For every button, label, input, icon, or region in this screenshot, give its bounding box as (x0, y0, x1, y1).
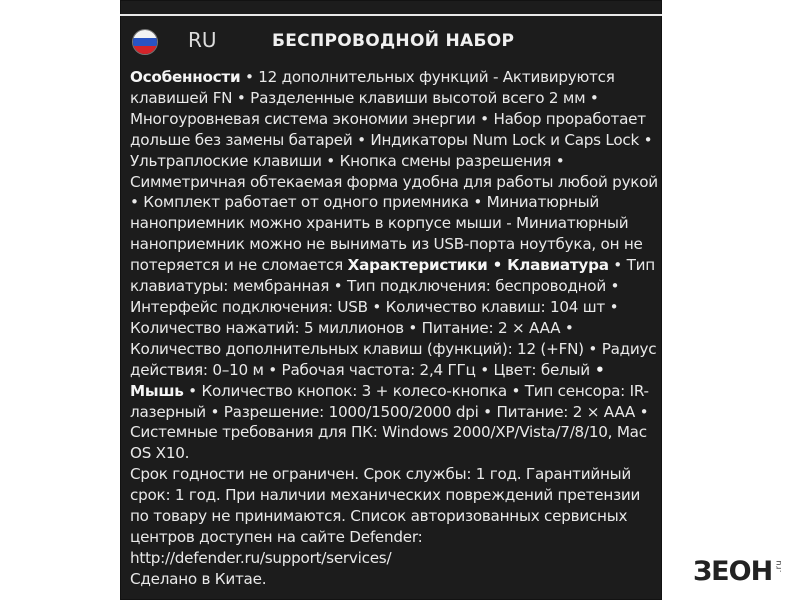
origin-text: Сделано в Китае. (130, 569, 267, 588)
specs-separator: • (487, 256, 508, 275)
header (130, 27, 650, 53)
specs-heading: Характеристики (347, 256, 488, 275)
mouse-heading: Мышь (130, 381, 184, 400)
russia-flag-icon (132, 29, 158, 55)
top-divider (120, 14, 662, 16)
mouse-separator: • (589, 360, 605, 379)
package-label-panel (120, 0, 662, 600)
features-text: • 12 дополнительных функций - Активируются клавишей FN • Разделенные клавиши высотой всего 2 мм • Многоуровневая система экономии энергии • Набор проработает дольше без замены батарей • Индикаторы Num Lock и Caps Lock • Ультраплоские клавиши • Кнопка смены разрешения • Симметричная обтекаемая форма удобна для работы любой рукой • Комплект работает от одного приемника • Миниатюрный наноприемник можно хранить в корпусе мыши - Миниатюрный наноприемник можно не вынимать из USB-порта ноутбука, он не потеряется и не сломается (130, 68, 658, 275)
features-heading: Особенности (130, 68, 241, 86)
warranty-paragraph: Срок годности не ограничен. Срок службы: 1 год. Гарантийный срок: 1 год. При наличии механических повреждений претензии по товару не принимаются. Список авторизованных сервисных центров доступен на сайте Defender: http://defender.ru/support/services/ (130, 465, 641, 567)
zeon-logo: ЗЕОН (693, 556, 773, 587)
keyboard-specs: • Тип клавиатуры: мембранная • Тип подключения: беспроводной • Интерфейс подключения: USB • Количество клавиш: 104 шт • Количество нажатий: 5 миллионов • Питание: 2 × AAA • Количество дополнительных клавиш (функций): 12 (+FN) • Радиус действия: 0–10 м • Рабочая частота: 2,4 ГГц • Цвет: белый (130, 256, 657, 379)
language-code: RU (188, 28, 217, 52)
features-paragraph (130, 67, 658, 464)
logo-domain: .ru (774, 560, 783, 573)
page-title: БЕСПРОВОДНОЙ НАБОР (272, 31, 515, 51)
mouse-specs: • Количество кнопок: 3 + колесо-кнопка • Тип сенсора: IR-лазерный • Разрешение: 1000/1500/2000 dpi • Питание: 2 × AAA • Системные требования для ПК: Windows 2000/XP/Vista/7/8/10, Mac OS X10. (130, 381, 649, 463)
keyboard-heading: Клавиатура (507, 256, 609, 275)
description-text (130, 67, 658, 590)
